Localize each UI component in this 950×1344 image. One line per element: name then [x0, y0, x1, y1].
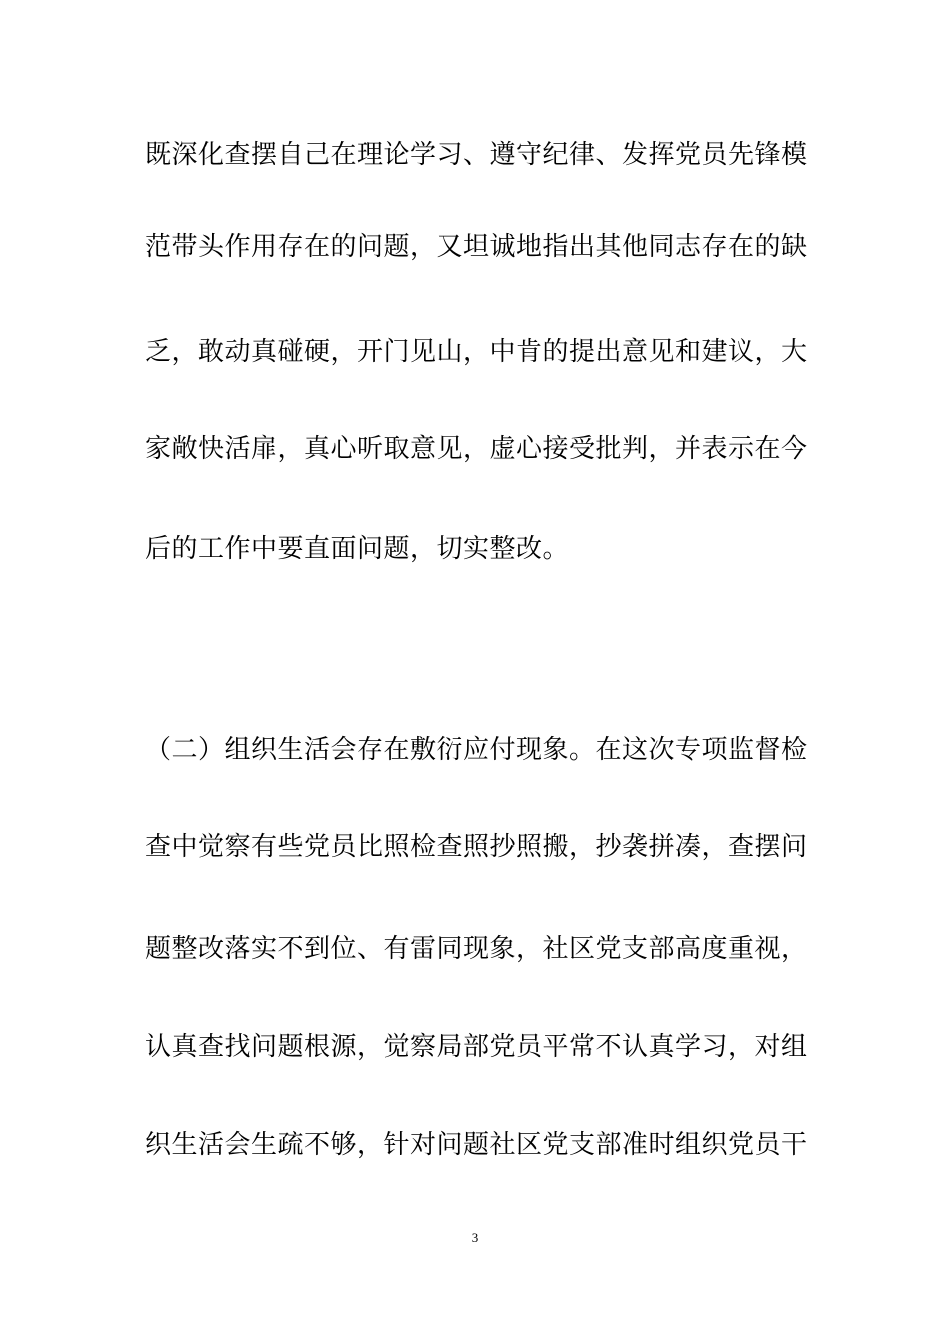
- page-number: 3: [471, 1230, 479, 1245]
- paragraph1-line-4: 家敞快活扉，真心听取意见，虚心接受批判，并表示在今: [145, 434, 808, 464]
- paragraph1-line-2: 范带头作用存在的问题，又坦诚地指出其他同志存在的缺: [145, 232, 808, 262]
- paragraph2-line-3: 题整改落实不到位、有雷同现象，社区党支部高度重视，: [145, 934, 808, 964]
- paragraph2-line-4: 认真查找问题根源，觉察局部党员平常不认真学习，对组: [145, 1032, 808, 1062]
- paragraph2-line-2: 查中觉察有些党员比照检查照抄照搬，抄袭拼凑，查摆问: [145, 832, 808, 862]
- paragraph2-line-5: 织生活会生疏不够，针对问题社区党支部准时组织党员干: [145, 1130, 808, 1160]
- paragraph2-line-1: （二）组织生活会存在敷衍应付现象。在这次专项监督检: [145, 735, 808, 765]
- paragraph1-line-3: 乏，敢动真碰硬，开门见山，中肯的提出意见和建议，大: [145, 337, 808, 367]
- paragraph1-line-5: 后的工作中要直面问题，切实整改。: [145, 534, 570, 564]
- paragraph1-line-1: 既深化查摆自己在理论学习、遵守纪律、发挥党员先锋模: [145, 140, 808, 170]
